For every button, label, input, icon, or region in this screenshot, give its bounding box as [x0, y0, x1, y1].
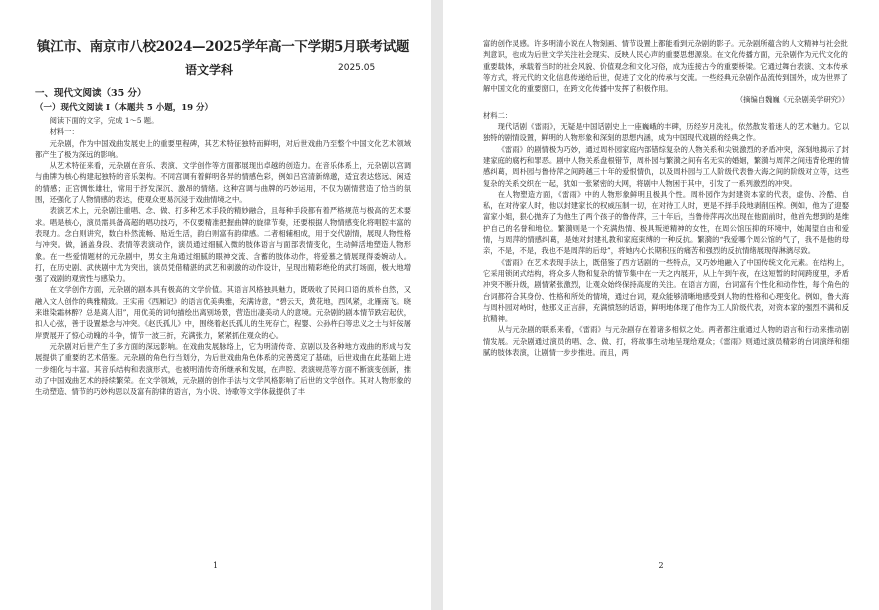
- paragraph: 现代话剧《雷雨》，无疑是中国话剧史上一座巍峨的丰碑，历经岁月洗礼，依然散发着迷人的艺术魅力。它以独特的剧情设置，鲜明的人物形象和深刻的思想内涵，成为中国现代戏剧的经典之作。: [483, 122, 849, 143]
- subsection-heading: （一）现代文阅读 I（本题共 5 小题，19 分）: [35, 103, 214, 113]
- paragraph: 从与元杂剧的联系来看，《雷雨》与元杂剧存在着诸多相似之处。两者都注重通过人物的语言和行动来推动剧情发展。元杂剧通过演员的唱、念、做、打，将故事生动地呈现给观众；《雷雨》则通过演员精彩的台词演绎和细腻的肢体表演，让剧情一步步推进。而且，两: [483, 325, 849, 358]
- paragraph: 表演艺术上，元杂剧注重唱、念、做、打多种艺术手段的精妙融合，且每种手段都有着严格规范与极高的艺术要求。唱是核心，演员需具备高超的唱功技巧，不仅要精准把握曲牌的旋律节奏，还要根据人物情感变化将唱腔丰富的表现力。念白则讲究，数白朴然流畅、贴近生活，韵白则富有韵律感。二者相辅相成，用于交代剧情，展现人物性格与冲突。做，涵盖身段、表情等表演动作，演员通过细腻入微的肢体语言与面部表情变化，生动鲜活地塑造人物形象。在一些爱情题材的元杂剧中，男女主角通过细腻的眼神交流、含蓄的肢体动作，将爱慕之情展现得委婉动人。打，在历史剧、武侠剧中尤为突出，演员凭借精湛的武艺和刺激的动作设计，呈现出精彩绝伦的武打场面，极大地增强了戏剧的观赏性与感染力。: [35, 206, 411, 284]
- material-label: 材料二：: [483, 110, 513, 120]
- instruction: 阅读下面的文字，完成 1～5 题。: [49, 116, 159, 125]
- section-heading: 一、现代文阅读（35 分）: [35, 88, 147, 99]
- subtitle-row: [35, 61, 411, 81]
- source-citation: （摘编自魏巍《元杂剧美学研究》）: [735, 95, 849, 105]
- paragraph: 《雷雨》的剧情极为巧妙，通过周朴园家庭内部错综复杂的人物关系和尖锐激烈的矛盾冲突，深刻地揭示了封建家庭的腐朽和罪恶。剧中人物关系盘根错节，周朴园与繁漪之间有名无实的婚姻，繁漪与周萍之间违背伦理的情感纠葛，周朴园与鲁侍萍之间跨越三十年的爱恨情仇，以及周朴园与工人阶级代表鲁大海之间的阶级对立等，这些复杂的关系交织在一起，犹如一张紧密的大网，将剧中人物困于其中，引发了一系列激烈的冲突。: [483, 144, 849, 188]
- material-label: 材料一：: [49, 127, 79, 137]
- paragraph: 在文学创作方面，元杂剧的剧本具有极高的文学价值。其语言风格独具魅力，既吸收了民间口语的质朴自然，又融入文人创作的典雅精致。王实甫《西厢记》的语言优美典雅，充满诗意，“碧云天，黄花地，西风紧，北雁南飞。晓来谁染霜林醉？总是离人泪”，用优美的词句描绘出离别场景，营造出凄美动人的意境。元杂剧的剧本情节跌宕起伏，扣人心弦，善于设置悬念与冲突。《赵氏孤儿》中，围绕着赵氏孤儿的生死存亡，程婴、公孙杵臼等忠义之士与奸佞屠岸贾展开了惊心动魄的斗争，情节一波三折，充满张力，紧紧抓住观众的心。: [35, 285, 411, 340]
- page-number: 1: [212, 561, 219, 570]
- exam-subtitle: 语文学科: [185, 63, 234, 77]
- paragraph-continuation: 富的创作灵感。许多明清小说在人物刻画、情节设置上都能看到元杂剧的影子。元杂剧所蕴含的人文精神与社会批判意识，也成为后世文学关注社会现实、反映人民心声的重要思想源泉。在文化传播方面，元杂剧作为元代文化的重要载体，承载着当时的社会风貌、价值观念和文化习俗，成为连接古今的重要桥梁。它通过舞台表演、文本传承等方式，将元代的文化信息传递给后世，促进了文化的传承与交流。一些经典元杂剧作品流传到国外，成为世界了解中国文化的重要窗口，在跨文化传播中发挥了积极作用。: [483, 39, 848, 94]
- paragraph: 从艺术特征来看，元杂剧在音乐、表演、文学创作等方面都展现出卓越的创造力。在音乐体系上，元杂剧以宫调与曲牌为核心构建起独特的音乐架构。不同宫调有着鲜明各异的情感色彩，例如吕宫清新绵邈，适宜表达悠远、闲适的情感；正宫惆怅雄壮，常用于抒发深沉、激昂的情绪。这种宫调与曲牌的巧妙运用，不仅为剧情营造了恰当的氛围，还强化了人物情感的表达，使观众更易沉浸于戏曲情境之中。: [35, 161, 411, 205]
- paragraph: 在人物塑造方面，《雷雨》中的人物形象鲜明且极具个性。周朴园作为封建资本家的代表，虚伪、冷酷、自私，在对待家人时，他以封建家长的权威压制一切，在对待工人时，更是不择手段地剥削压榨。例如，他为了迎娶富家小姐，狠心抛弃了为他生了两个孩子的鲁侍萍，三十年后，当鲁侍萍再次出现在他面前时，他首先想到的是维护自己的名誉和地位。繁漪则是一个充满热情、极具叛逆精神的女性，在周公馆压抑的环境中，她渴望自由和爱情，与周萍的情感纠葛，是她对封建礼教和家庭束缚的一种反抗。繁漪的“我爱哪个周公馆的气了，我不是他的母亲，不是，不是，我也不是周萍的后母”，将她内心长期积压的痛苦和强烈的反抗情绪展现得淋漓尽致。: [483, 189, 849, 256]
- page-number: 2: [658, 561, 664, 570]
- document-page-1: [0, 0, 431, 610]
- paragraph: 元杂剧对后世产生了多方面的深远影响。在戏曲发展脉络上，它为明清传奇、京剧以及各种地方戏曲的形成与发展提供了重要的艺术借鉴。元杂剧的角色行当划分，为后世戏曲角色体系的完善奠定了基础，后世戏曲在此基础上进一步细化与丰富。其音乐结构和表演形式，也被明清传奇所继承和发展，在声腔、表演规范等方面不断演变创新，推动了中国戏曲艺术的持续繁荣。在文学领域，元杂剧的创作手法与文学风格影响了后世的文学创作。其对人物形象的生动塑造、情节的巧妙构思以及富有韵律的语言，为小说、诗歌等文学体裁提供了丰: [35, 341, 411, 397]
- exam-date: 2025.05: [338, 63, 376, 73]
- paragraph: 《雷雨》在艺术表现手法上，既借鉴了西方话剧的一些特点，又巧妙地融入了中国传统文化元素。在结构上，它采用锁闭式结构，将众多人物和复杂的情节集中在一天之内展开，从上午到午夜，在这短暂的时间跨度里，矛盾冲突不断升级，剧情紧张激烈，让观众始终保持高度的关注。在语言方面，台词富有个性化和动作性，每个角色的台词都符合其身份、性格和所处的情境，通过台词，观众能够清晰地感受到人物的性格和心理变化。例如，鲁大海与周朴园对峙时，他那义正言辞，充满愤怒的话语，鲜明地体现了他作为工人阶级代表，对资本家的强烈不满和反抗精神。: [483, 257, 849, 324]
- paragraph: 元杂剧，作为中国戏曲发展史上的重要里程碑，其艺术特征独特而鲜明，对后世戏曲乃至整个中国文化艺术领域都产生了极为深远的影响。: [35, 138, 411, 159]
- document-page-2: [443, 0, 879, 610]
- exam-title: 镇江市、南京市八校2024—2025学年高一下学期5月联考试题: [36, 39, 410, 55]
